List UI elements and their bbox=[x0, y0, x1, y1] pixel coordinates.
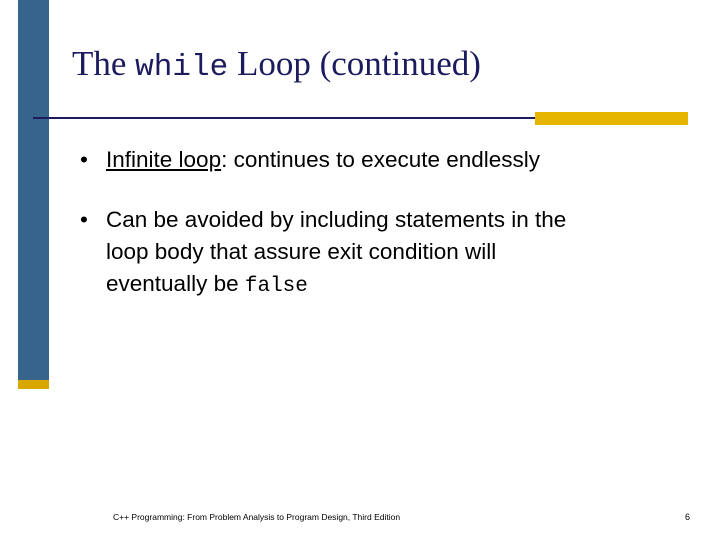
bullet-2-line-3-prefix: eventually be bbox=[106, 270, 245, 296]
bullet-1-text: : continues to execute endlessly bbox=[221, 147, 541, 172]
bullet-1-term: Infinite loop bbox=[106, 147, 222, 172]
left-blue-accent-bar bbox=[18, 0, 49, 380]
list-item bbox=[72, 204, 692, 302]
title-suffix: Loop (continued) bbox=[228, 44, 481, 83]
title-keyword-while: while bbox=[135, 50, 229, 85]
list-item bbox=[72, 144, 692, 176]
bullet-marker: • bbox=[80, 147, 88, 172]
bullet-marker: • bbox=[80, 206, 88, 232]
left-gold-accent-bar bbox=[18, 380, 49, 389]
page-number: 6 bbox=[684, 512, 690, 522]
title-divider-gold-block bbox=[535, 112, 688, 125]
bullet-2-keyword-false: false bbox=[244, 274, 308, 298]
footer-citation: C++ Programming: From Problem Analysis to Program Design, Third Edition bbox=[113, 512, 401, 522]
slide-body bbox=[72, 144, 692, 330]
bullet-2-line-2: loop body that assure exit condition will bbox=[106, 238, 497, 264]
page-title bbox=[72, 44, 692, 86]
bullet-2-line-1: Can be avoided by including statements in the bbox=[106, 206, 567, 232]
title-prefix: The bbox=[72, 44, 136, 83]
